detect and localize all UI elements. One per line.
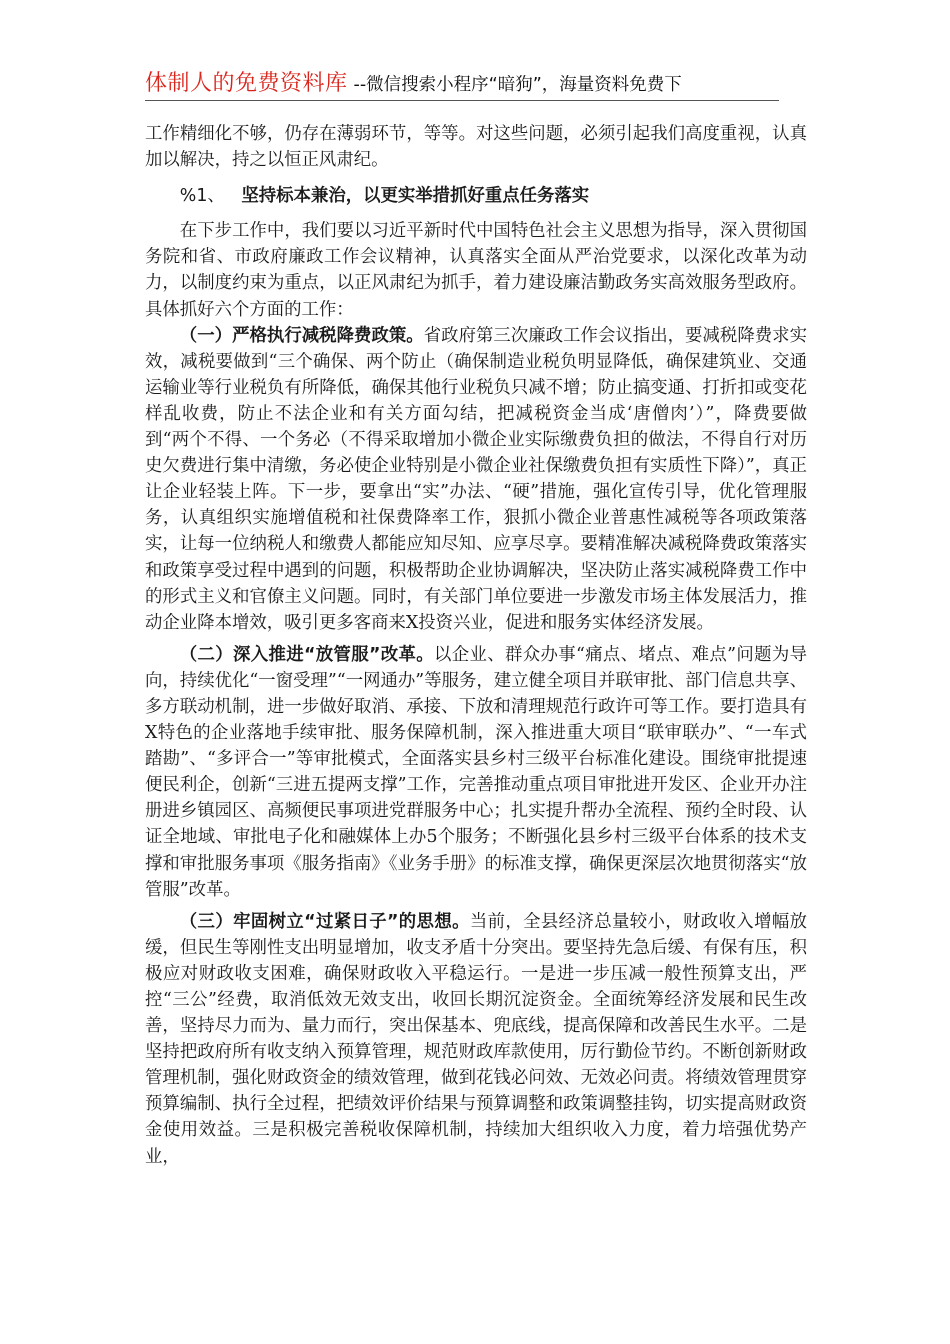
section-heading [145,183,807,209]
section-text-3: 当前，全县经济总量较小，财政收入增幅放缓，但民生等刚性支出明显增加，收支矛盾十分突出。要坚持先急后缓、有保有压，积极应对财政收支困难，确保财政收入平稳运行。一是进一步压减一般性预算支出，严控“三公”经费，取消低效无效支出，收回长期沉淀资金。全面统筹经济发展和民生改善，坚持尽力而为、量力而行，突出保基本、兜底线，提高保障和改善民生水平。二是坚持把政府所有收支纳入预算管理，规范财政库款使用，厉行勤俭节约。不断创新财政管理机制，强化财政资金的绩效管理，做到花钱必问效、无效必问责。将绩效管理贯穿预算编制、执行全过程，把绩效评价结果与预算调整和政策调整挂钩，切实提高财政资金使用效益。三是积极完善税收保障机制，持续加大组织收入力度，着力培强优势产业， [145,911,807,1167]
section-paragraph-1 [145,323,807,636]
section-text-1: 省政府第三次廉政工作会议指出，要减税降费求实效，减税要做到“三个确保、两个防止（确保制造业税负明显降低，确保建筑业、交通运输业等行业税负有所降低，确保其他行业税负只减不增；防止搞变通、打折扣或变花样乱收费，防止不法企业和有关方面勾结，把减税资金当成‘唐僧肉’）”，降费要做到“两个不得、一个务必（不得采取增加小微企业实际缴费负担的做法，不得自行对历史欠费进行集中清缴，务必使企业特别是小微企业社保缴费负担有实质性下降）”，真正让企业轻装上阵。下一步，要拿出“实”办法、“硬”措施，强化宣传引导，优化管理服务，认真组织实施增值税和社保费降率工作，狠抓小微企业普惠性减税等各项政策落实，让每一位纳税人和缴费人都能应知尽知、应享尽享。要精准解决减税降费政策落实和政策享受过程中遇到的问题，积极帮助企业协调解决，坚决防止落实减税降费工作中的形式主义和官僚主义问题。同时，有关部门单位要进一步激发市场主体发展活力，推动企业降本增效，吸引更多客商来X投资兴业，促进和服务实体经济发展。 [145,325,807,633]
section-title-3: （三）牢固树立“过紧日子”的思想。 [179,911,470,932]
section-paragraph-3 [145,909,807,1170]
intro-paragraph: 工作精细化不够，仍存在薄弱环节，等等。对这些问题，必须引起我们高度重视，认真加以解决，持之以恒正风肃纪。 [145,124,807,171]
section-text-2: 以企业、群众办事“痛点、堵点、难点”问题为导向，持续优化“一窗受理”“一网通办”等服务，建立健全项目并联审批、部门信息共享、多方联动机制，进一步做好取消、承接、下放和清理规范行政许可等工作。要打造具有X特色的企业落地手续审批、服务保障机制，深入推进重大项目“联审联办”、“一车式踏勘”、“多评合一”等审批模式，全面落实县乡村三级平台标准化建设。围绕审批提速便民利企，创新“三进五提两支撑”工作，完善推动重点项目审批进开发区、企业开办注册进乡镇园区、高频便民事项进党群服务中心；扎实提升帮办全流程、预约全时段、认证全地域、审批电子化和融媒体上办5个服务；不断强化县乡村三级平台体系的技术支撑和审批服务事项《服务指南》《业务手册》的标准支撑，确保更深层次地贯彻落实“放管服”改革。 [145,644,807,900]
document-body [145,121,807,1170]
overview-paragraph: 在下步工作中，我们要以习近平新时代中国特色社会主义思想为指导，深入贯彻国务院和省、市政府廉政工作会议精神，认真落实全面从严治党要求，以深化改革为动力，以制度约束为重点，以正风肃纪为抓手，着力建设廉洁勤政务实高效服务型政府。具体抓好六个方面的工作： [145,221,807,320]
heading-text: 坚持标本兼治，以更实举措抓好重点任务落实 [241,186,590,207]
header-divider [145,100,779,101]
section-title-1: （一）严格执行减税降费政策。 [179,325,424,346]
page-header [145,66,779,102]
heading-number: %1、 [179,186,225,207]
header-brand: 体制人的免费资料库 [145,71,348,96]
section-title-2: （二）深入推进“放管服”改革。 [179,644,435,665]
section-paragraph-2 [145,642,807,903]
header-tagline: --微信搜索小程序“暗狗”，海量资料免费下 [353,75,682,95]
